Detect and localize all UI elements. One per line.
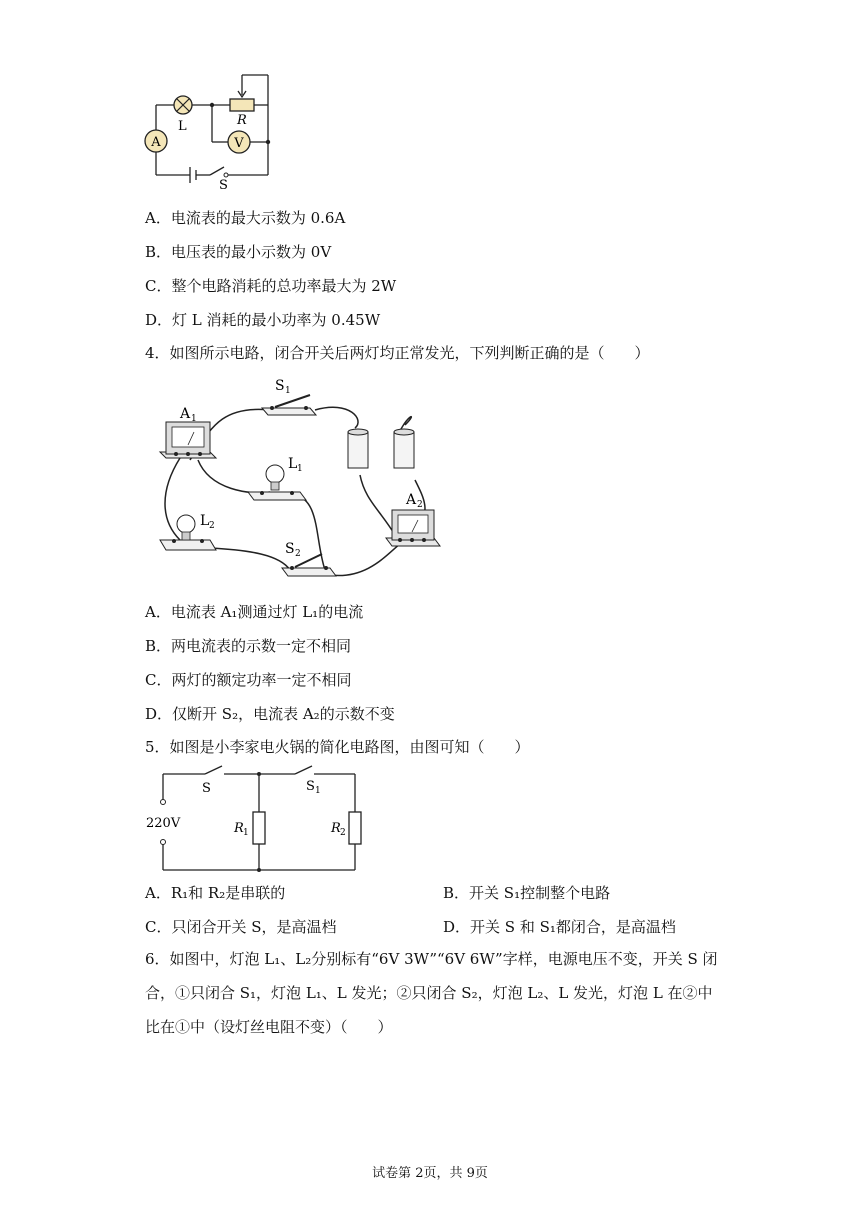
q4-option-b: B．两电流表的示数一定不相同 — [145, 637, 352, 655]
switch-label: S — [219, 178, 228, 193]
q4-option-d: D．仅断开 S₂，电流表 A₂的示数不变 — [145, 705, 395, 723]
lamp-label: L — [178, 119, 187, 134]
battery-pair-picture — [348, 429, 414, 468]
l2-label-sub: 2 — [209, 521, 215, 531]
s1-label-sub: 1 — [285, 386, 291, 396]
q4-circuit-picture — [150, 370, 450, 585]
l1-label: L — [288, 456, 298, 472]
q3-option-b: B．电压表的最小示数为 0V — [145, 243, 332, 261]
q5-option-c: C．只闭合开关 S，是高温档 — [145, 918, 337, 936]
s2-label: S — [285, 541, 295, 557]
q5-option-b: B．开关 S₁控制整个电路 — [443, 884, 611, 902]
q5-circuit-diagram — [140, 762, 380, 877]
q5-stem: 5．如图是小李家电火锅的简化电路图，由图可知（ ） — [145, 738, 530, 756]
a2-label: A — [406, 492, 417, 508]
page-footer: 试卷第 2页，共 9页 — [372, 1166, 488, 1181]
ammeter-label: A — [151, 135, 161, 150]
ammeter-a1-picture — [160, 422, 216, 458]
q5-option-d: D．开关 S 和 S₁都闭合，是高温档 — [443, 918, 676, 936]
q3-option-c: C．整个电路消耗的总功率最大为 2W — [145, 277, 397, 295]
l1-label-sub: 1 — [297, 464, 303, 474]
q3-option-d: D．灯 L 消耗的最小功率为 0.45W — [145, 311, 381, 329]
r2-label-sub: 2 — [340, 828, 346, 838]
q6-stem: 6．如图中，灯泡 L₁、L₂分别标有“6V 3W”“6V 6W”字样，电源电压不变，开关 S 闭合，①只闭合 S₁，灯泡 L₁、L 发光；②只闭合 S₂，灯泡 L₂、L 发光，灯泡 L 在②中比在①中（设灯丝电阻不变）（ ） — [145, 950, 718, 1036]
r1-label: R — [234, 821, 244, 836]
voltage-label: 220V — [146, 816, 181, 831]
switch-s2-picture — [282, 554, 336, 576]
voltmeter-symbol — [228, 131, 250, 153]
l2-label: L — [200, 513, 210, 529]
switch-s1-picture — [262, 395, 316, 415]
switch-s1-label-sub: 1 — [315, 786, 321, 796]
q3-circuit-diagram — [140, 70, 280, 195]
q4-stem: 4．如图所示电路，闭合开关后两灯均正常发光，下列判断正确的是（ ） — [145, 344, 650, 362]
q3-option-a: A．电流表的最大示数为 0.6A — [145, 209, 346, 227]
a1-label: A — [180, 406, 191, 422]
s2-label-sub: 2 — [295, 549, 301, 559]
q5-option-a: A．R₁和 R₂是串联的 — [145, 884, 286, 902]
voltmeter-label: V — [234, 136, 244, 151]
r1-label-sub: 1 — [243, 828, 249, 838]
ammeter-symbol — [145, 130, 167, 152]
a2-label-sub: 2 — [417, 500, 423, 510]
rheostat-label: R — [237, 113, 247, 128]
q4-option-a: A．电流表 A₁测通过灯 L₁的电流 — [145, 603, 364, 621]
s1-label: S — [275, 378, 285, 394]
a1-label-sub: 1 — [191, 414, 197, 424]
r2-label: R — [331, 821, 341, 836]
switch-s1-label: S — [306, 779, 315, 794]
switch-s-label: S — [202, 781, 211, 796]
lamp-L-symbol — [174, 96, 192, 114]
q4-option-c: C．两灯的额定功率一定不相同 — [145, 671, 352, 689]
ammeter-a2-picture — [386, 510, 440, 546]
